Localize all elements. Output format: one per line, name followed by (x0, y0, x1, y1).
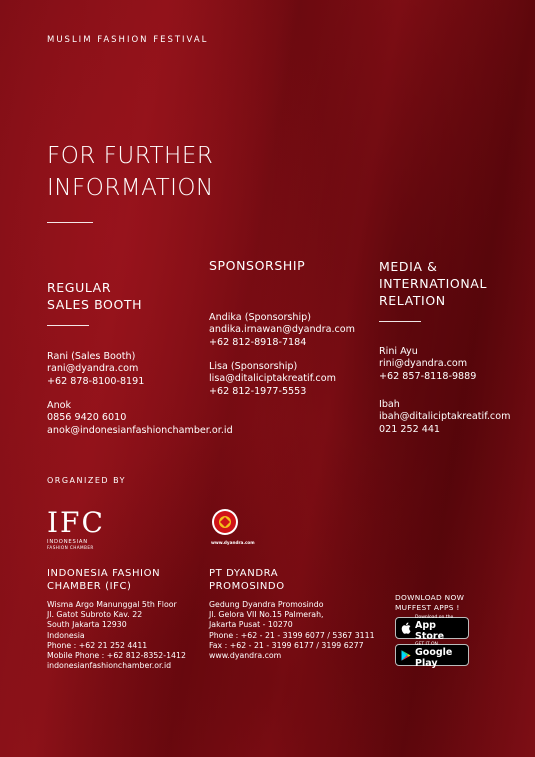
regular-divider (47, 325, 89, 326)
app-store-button[interactable] (395, 614, 469, 642)
sponsorship-contact-andika (209, 312, 355, 349)
media-head-line-1: MEDIA & (379, 259, 438, 274)
contact-name: Anok (47, 400, 72, 411)
google-play-button[interactable] (395, 641, 469, 669)
phone-line[interactable]: Phone : +62 - 21 - 3199 6077 / 5367 3111 (209, 630, 375, 640)
ifc-logo-sub2: FASHION CHAMBER (47, 545, 94, 550)
dyandra-name-line-2: PROMOSINDO (209, 581, 285, 592)
contact-email[interactable]: lisa@ditaliciptakreatif.com (209, 373, 336, 385)
website-link[interactable]: www.dyandra.com (209, 651, 282, 661)
contact-name: Andika (Sponsorship) (209, 312, 311, 323)
media-head-line-3: RELATION (379, 293, 446, 308)
download-line-2: MUFFEST APPS ! (395, 602, 460, 612)
title-divider (47, 222, 93, 223)
media-head-line-2: INTERNATIONAL (379, 276, 488, 291)
contact-phone[interactable]: +62 812-8918-7184 (209, 336, 307, 348)
fax-line: Fax : +62 - 21 - 3199 6177 / 3199 6277 (209, 640, 364, 650)
ifc-name-line-1: INDONESIA FASHION (47, 568, 161, 579)
festival-label: MUSLIM FASHION FESTIVAL (47, 35, 209, 45)
mobile-line[interactable]: Mobile Phone : +62 812-8352-1412 (47, 651, 186, 661)
media-divider (379, 321, 421, 322)
media-heading (379, 258, 487, 309)
contact-email[interactable]: rani@dyandra.com (47, 363, 139, 375)
contact-email[interactable]: andika.irnawan@dyandra.com (209, 324, 356, 336)
address-line: Wisma Argo Manunggal 5th Floor (47, 600, 177, 609)
regular-head-line-2: SALES BOOTH (47, 297, 143, 312)
app-store-label: App Store (415, 619, 445, 642)
address-line: South Jakarta 12930 (47, 620, 127, 630)
dyandra-name-line-1: PT DYANDRA (209, 568, 279, 579)
contact-phone[interactable]: 0856 9420 6010 (47, 412, 127, 424)
contact-phone[interactable]: +62 857-8118-9889 (379, 370, 477, 382)
dyandra-address (209, 600, 375, 661)
page-title (47, 140, 214, 204)
phone-line[interactable]: Phone : +62 21 252 4411 (47, 640, 148, 650)
download-apps-label (395, 593, 464, 612)
google-play-icon (401, 650, 411, 661)
contact-email[interactable]: ibah@ditaliciptakreatif.com (379, 411, 511, 423)
google-play-label: Google Play (415, 646, 453, 669)
title-line-2: INFORMATION (47, 175, 214, 201)
regular-contact-rani (47, 351, 144, 388)
media-contact-ibah (379, 399, 510, 436)
media-contact-rini (379, 346, 476, 383)
regular-head-line-1: REGULAR (47, 280, 112, 295)
contact-email[interactable]: rini@dyandra.com (379, 358, 468, 370)
contact-name: Lisa (Sponsorship) (209, 361, 298, 372)
organized-by-label: ORGANIZED BY (47, 476, 127, 485)
title-line-1: FOR FURTHER (47, 143, 214, 169)
dyandra-emblem-icon (211, 508, 239, 536)
contact-name: Rini Ayu (379, 346, 418, 357)
apple-icon (401, 622, 411, 634)
contact-name: Rani (Sales Booth) (47, 351, 136, 362)
google-play-top-label: GET IT ON (415, 641, 438, 647)
ifc-address (47, 600, 186, 671)
regular-contact-anok (47, 400, 233, 437)
ifc-logo-sub1: INDONESIAN (47, 539, 88, 545)
ifc-logo-mark: IFC (47, 506, 105, 539)
dyandra-name (209, 567, 285, 593)
dyandra-logo (211, 508, 255, 548)
contact-phone[interactable]: +62 812-1977-5553 (209, 385, 307, 397)
address-line: Indonesia (47, 630, 85, 640)
address-line: Jl. Gelora VII No.15 Palmerah, (209, 610, 324, 620)
ifc-logo (47, 506, 122, 551)
ifc-name (47, 567, 160, 593)
contact-email[interactable]: anok@indonesianfashionchamber.or.id (47, 424, 233, 436)
address-line: Jakarta Pusat - 10270 (209, 620, 293, 630)
download-line-1: DOWNLOAD NOW (395, 593, 465, 602)
contact-name: Ibah (379, 399, 400, 410)
sponsorship-heading: SPONSORSHIP (209, 258, 306, 273)
sponsorship-contact-lisa (209, 361, 336, 398)
ifc-name-line-2: CHAMBER (IFC) (47, 581, 132, 592)
regular-sales-heading (47, 279, 142, 313)
contact-phone[interactable]: 021 252 441 (379, 423, 441, 435)
website-link[interactable]: indonesianfashionchamber.or.id (47, 661, 172, 671)
contact-phone[interactable]: +62 878-8100-8191 (47, 375, 145, 387)
address-line: Gedung Dyandra Promosindo (209, 600, 324, 609)
address-line: Jl. Gatot Subroto Kav. 22 (47, 610, 143, 620)
dyandra-logo-web: www.dyandra.com (211, 540, 255, 545)
app-store-top-label: Download on the (415, 614, 454, 620)
